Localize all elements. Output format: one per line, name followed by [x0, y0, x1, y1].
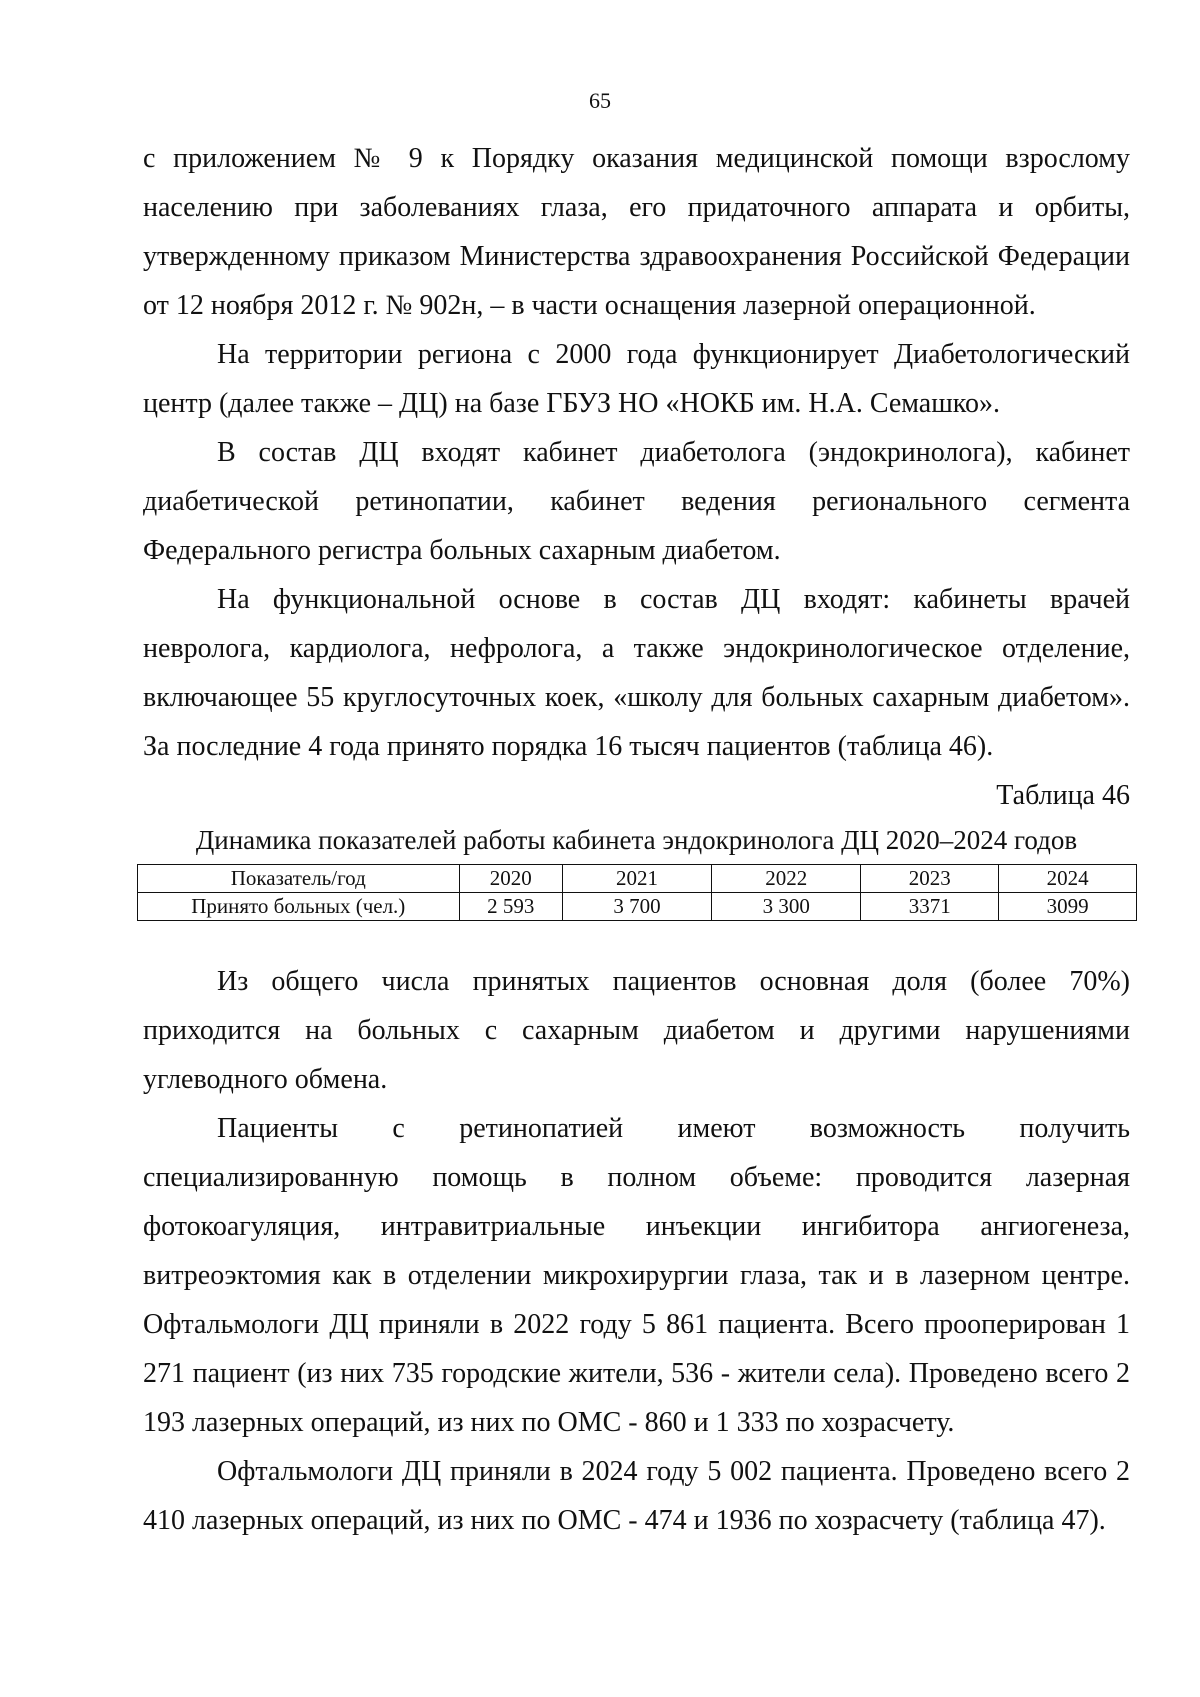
paragraph-center-composition: В состав ДЦ входят кабинет диабетолога (эндокринолога), кабинет диабетической ретинопатии, кабинет ведения регионального сегмента Федерального регистра больных сахарным диабетом. — [143, 437, 1130, 566]
table-header-cell: Показатель/год — [138, 865, 460, 893]
table-header-cell: 2022 — [712, 865, 861, 893]
table-number: Таблица 46 — [996, 780, 1130, 811]
table-row — [138, 893, 1137, 921]
paragraph-functional-basis: На функциональной основе в состав ДЦ входят: кабинеты врачей невролога, кардиолога, нефролога, а также эндокринологическое отделение, включающее 55 круглосуточных коек, «школу для больных сахарным диабетом». За последние 4 года принято порядка 16 тысяч пациентов (таблица 46). — [143, 584, 1130, 762]
table-header-row — [138, 865, 1137, 893]
table-cell: Принято больных (чел.) — [138, 893, 460, 921]
paragraph-ophthalmologists-2024: Офтальмологи ДЦ приняли в 2024 году 5 002 пациента. Проведено всего 2 410 лазерных операций, из них по ОМС - 474 и 1936 по хозрасчету (таблица 47). — [143, 1456, 1130, 1536]
page-number: 65 — [589, 88, 611, 113]
table-cell: 3371 — [861, 893, 999, 921]
endocrinologist-table — [137, 864, 1137, 921]
table-cell: 2 593 — [459, 893, 562, 921]
paragraph-continuation: с приложением № 9 к Порядку оказания медицинской помощи взрослому населению при заболеваниях глаза, его придаточного аппарата и орбиты, утвержденному приказом Министерства здравоохранения Российской Федерации от 12 ноября 2012 г. № 902н, – в части оснащения лазерной операционной. — [143, 143, 1130, 321]
table-cell: 3 300 — [712, 893, 861, 921]
paragraph-retinopathy: Пациенты с ретинопатией имеют возможность получить специализированную помощь в полном объеме: проводится лазерная фотокоагуляция, интравитриальные инъекции ингибитора ангиогенеза, витреоэктомия как в отделении микрохирургии глаза, так и в лазерном центре. Офтальмологи ДЦ приняли в 2022 году 5 861 пациента. Всего прооперирован 1 271 пациент (из них 735 городские жители, 536 - жители села). Проведено всего 2 193 лазерных операций, из них по ОМС - 860 и 1 333 по хозрасчету. — [143, 1113, 1130, 1438]
table-cell: 3 700 — [562, 893, 711, 921]
table-title: Динамика показателей работы кабинета эндокринолога ДЦ 2020–2024 годов — [195, 825, 1078, 855]
paragraph-patient-share: Из общего числа принятых пациентов основная доля (более 70%) приходится на больных с сахарным диабетом и другими нарушениями углеводного обмена. — [143, 966, 1130, 1095]
table-header-cell: 2021 — [562, 865, 711, 893]
table-cell: 3099 — [999, 893, 1137, 921]
document-body — [143, 134, 1130, 1545]
table-header-cell: 2023 — [861, 865, 999, 893]
table-header-cell: 2020 — [459, 865, 562, 893]
paragraph-diabetology-center: На территории региона с 2000 года функционирует Диабетологический центр (далее также – ДЦ) на базе ГБУЗ НО «НОКБ им. Н.А. Семашко». — [143, 339, 1130, 419]
table-header-cell: 2024 — [999, 865, 1137, 893]
